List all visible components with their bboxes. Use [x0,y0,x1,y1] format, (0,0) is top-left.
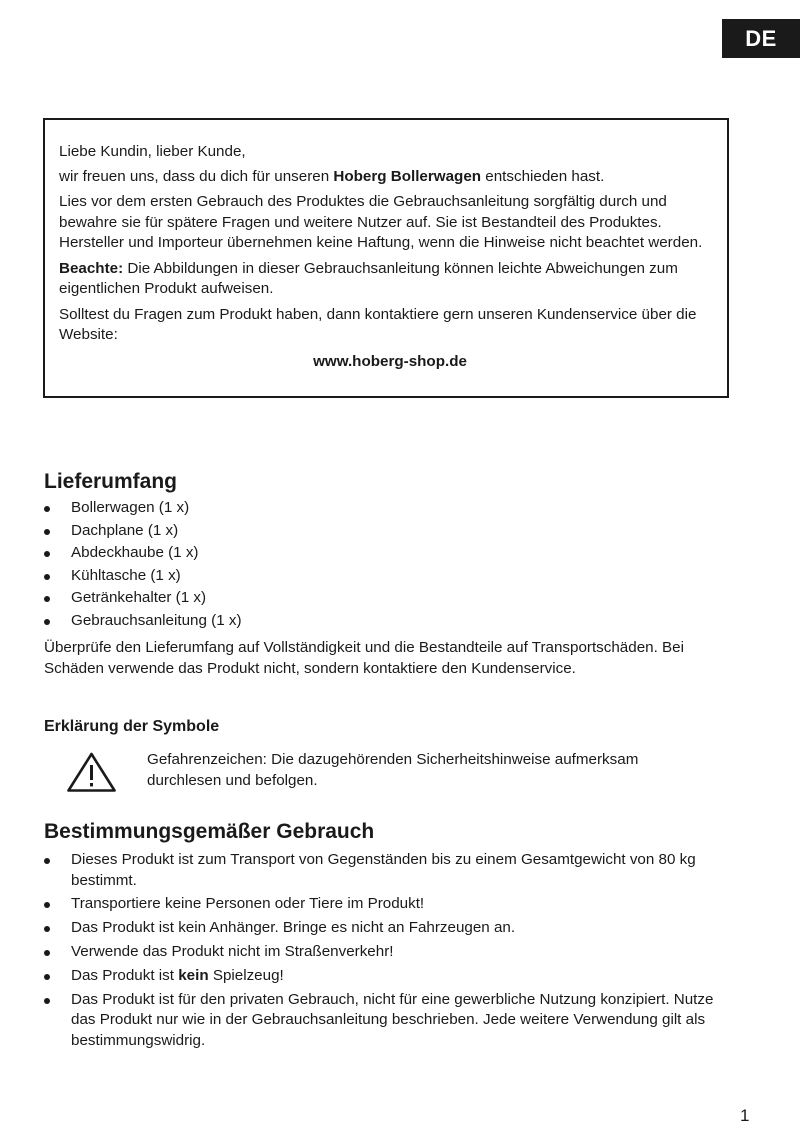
list-item: Bollerwagen (1 x) [44,498,444,519]
scope-check-text: Überprüfe den Lieferumfang auf Vollständigkeit und die Bestandteile auf Transportschäden. Bei Schäden verwende das Produkt nicht, sondern kontaktiere den Kundenservice. [44,639,684,677]
usage-list [44,850,724,1055]
warning-triangle-icon [66,751,117,793]
intro-note-label: Beachte: [59,259,124,277]
list-item: Getränkehalter (1 x) [44,588,444,609]
list-item: Das Produkt ist für den privaten Gebrauch, nicht für eine gewerbliche Nutzung konzipiert. Nutze das Produkt nur wie in der Gebrauchsanleitung beschrieben. Jede weitere Verwendung gilt als bestimmungswidrig. [44,990,724,1052]
usage-heading: Bestimmungsgemäßer Gebrauch [44,820,375,843]
website-link[interactable]: www.hoberg-shop.de [313,352,467,370]
list-item: Dieses Produkt ist zum Transport von Gegenständen bis zu einem Gesamtgewicht von 80 kg bestimmt. [44,850,724,891]
intro-note-text: Die Abbildungen in dieser Gebrauchsanleitung können leichte Abweichungen zum eigentlichen Produkt aufweisen. [59,259,678,297]
usage-item5-emphasis: kein [178,967,209,985]
intro-box [43,118,729,398]
warning-description: Gefahrenzeichen: Die dazugehörenden Sicherheitshinweise aufmerksam durchlesen und befolgen. [147,751,639,789]
scope-heading: Lieferumfang [44,470,178,493]
usage-item5-suffix: Spielzeug! [208,967,284,985]
symbols-heading: Erklärung der Symbole [44,718,220,735]
usage-item5-prefix: Das Produkt ist [71,967,179,985]
intro-welcome-suffix: entschieden hast. [481,167,605,185]
list-item: Kühltasche (1 x) [44,566,444,587]
intro-welcome [59,167,721,188]
intro-welcome-prefix: wir freuen uns, dass du dich für unseren [59,167,334,185]
scope-list [44,498,444,633]
list-item: Verwende das Produkt nicht im Straßenverkehr! [44,942,724,963]
list-item: Gebrauchsanleitung (1 x) [44,611,444,632]
list-item: Dachplane (1 x) [44,521,444,542]
intro-read-instructions: Lies vor dem ersten Gebrauch des Produktes die Gebrauchsanleitung sorgfältig durch und bewahre sie für spätere Fragen und weitere Nutzer auf. Sie ist Bestandteil des Produktes. Hersteller und Importeur übernehmen keine Haftung, wenn die Hinweise nicht beachtet werden. [59,193,703,251]
intro-brand-name: Hoberg Bollerwagen [333,167,482,185]
intro-content [59,142,721,377]
list-item: Abdeckhaube (1 x) [44,543,444,564]
list-item: Das Produkt ist kein Anhänger. Bringe es nicht an Fahrzeugen an. [44,918,724,939]
language-tab: DE [722,19,800,58]
intro-contact: Solltest du Fragen zum Produkt haben, dann kontaktiere gern unseren Kundenservice über die Website: [59,305,697,343]
list-item [44,966,724,987]
intro-note [59,259,721,300]
page-number: 1 [740,1106,750,1125]
intro-greeting: Liebe Kundin, lieber Kunde, [59,143,246,160]
list-item: Transportiere keine Personen oder Tiere im Produkt! [44,894,724,915]
